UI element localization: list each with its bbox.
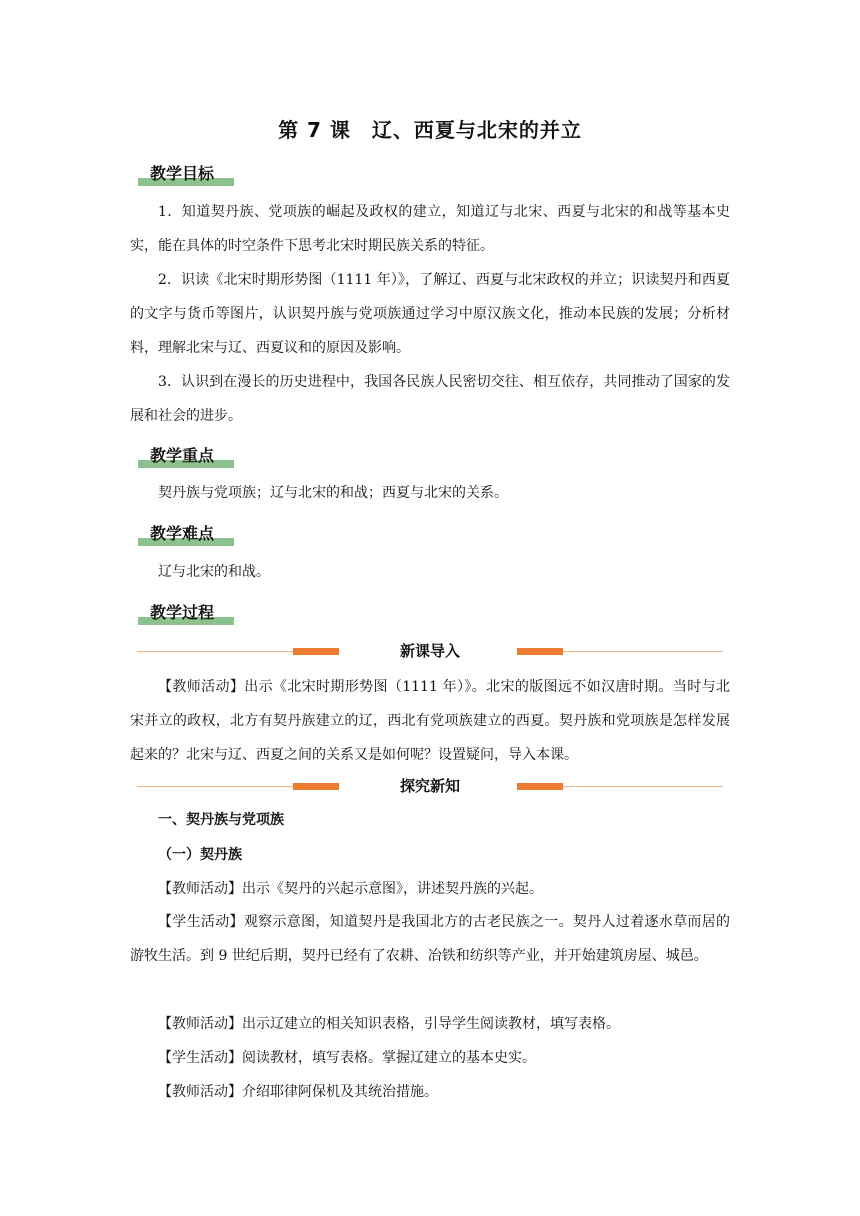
divider-block bbox=[517, 648, 563, 655]
explore-heading-2: （一）契丹族 bbox=[158, 847, 242, 863]
intro-text: 【教师活动】出示《北宋时期形势图（1111 年）》。北宋的版图远不如汉唐时期。当时与北宋并立的政权，北方有契丹族建立的辽，西北有党项族建立的西夏。契丹族和党项族是怎样发展起来的？北宋与辽、西夏之间的关系又是如何呢？设置疑问，导入本课。 bbox=[130, 679, 730, 763]
explore-paragraph-2: 【学生活动】观察示意图，知道契丹是我国北方的古老民族之一。契丹人过着逐水草而居的游牧生活。到 9 世纪后期，契丹已经有了农耕、冶铁和纺织等产业，并开始建筑房屋、城邑。 bbox=[130, 914, 730, 964]
divider-intro bbox=[137, 641, 723, 661]
page-title: 第 7 课 辽、西夏与北宋的并立 bbox=[278, 118, 582, 142]
divider-line bbox=[563, 651, 723, 652]
divider-label: 新课导入 bbox=[399, 642, 460, 660]
divider-label: 探究新知 bbox=[399, 777, 460, 795]
goal-item-2: 2．识读《北宋时期形势图（1111 年）》，了解辽、西夏与北宋政权的并立；识读契丹和西夏的文字与货币等图片，认识契丹族与党项族通过学习中原汉族文化，推动本民族的发展；分析材料，理解北宋与辽、西夏议和的原因及影响。 bbox=[130, 272, 730, 356]
section-heading-goals bbox=[138, 158, 234, 186]
explore-paragraph-4: 【学生活动】阅读教材，填写表格。掌握辽建立的基本史实。 bbox=[158, 1050, 536, 1066]
divider-explore bbox=[137, 776, 723, 796]
section-heading-difficulties bbox=[138, 518, 234, 546]
goal-item-3: 3．认识到在漫长的历史进程中，我国各民族人民密切交往、相互依存，共同推动了国家的发展和社会的进步。 bbox=[130, 374, 730, 424]
section-heading-process bbox=[138, 597, 234, 625]
difficulties-text: 辽与北宋的和战。 bbox=[158, 564, 270, 580]
section-label: 教学重点 bbox=[150, 446, 215, 465]
section-label: 教学难点 bbox=[150, 524, 215, 543]
key-points-text: 契丹族与党项族；辽与北宋的和战；西夏与北宋的关系。 bbox=[158, 485, 508, 501]
divider-line bbox=[563, 786, 723, 787]
section-heading-key-points bbox=[138, 440, 234, 468]
explore-heading-1: 一、契丹族与党项族 bbox=[158, 812, 284, 828]
goal-item-1: 1．知道契丹族、党项族的崛起及政权的建立，知道辽与北宋、西夏与北宋的和战等基本史实，能在具体的时空条件下思考北宋时期民族关系的特征。 bbox=[130, 204, 730, 254]
divider-block bbox=[517, 783, 563, 790]
explore-paragraph-5: 【教师活动】介绍耶律阿保机及其统治措施。 bbox=[158, 1084, 438, 1100]
section-label: 教学目标 bbox=[150, 164, 215, 183]
explore-paragraph-3: 【教师活动】出示辽建立的相关知识表格，引导学生阅读教材，填写表格。 bbox=[158, 1016, 620, 1032]
explore-paragraph-1: 【教师活动】出示《契丹的兴起示意图》，讲述契丹族的兴起。 bbox=[158, 881, 543, 897]
section-label: 教学过程 bbox=[150, 603, 215, 622]
